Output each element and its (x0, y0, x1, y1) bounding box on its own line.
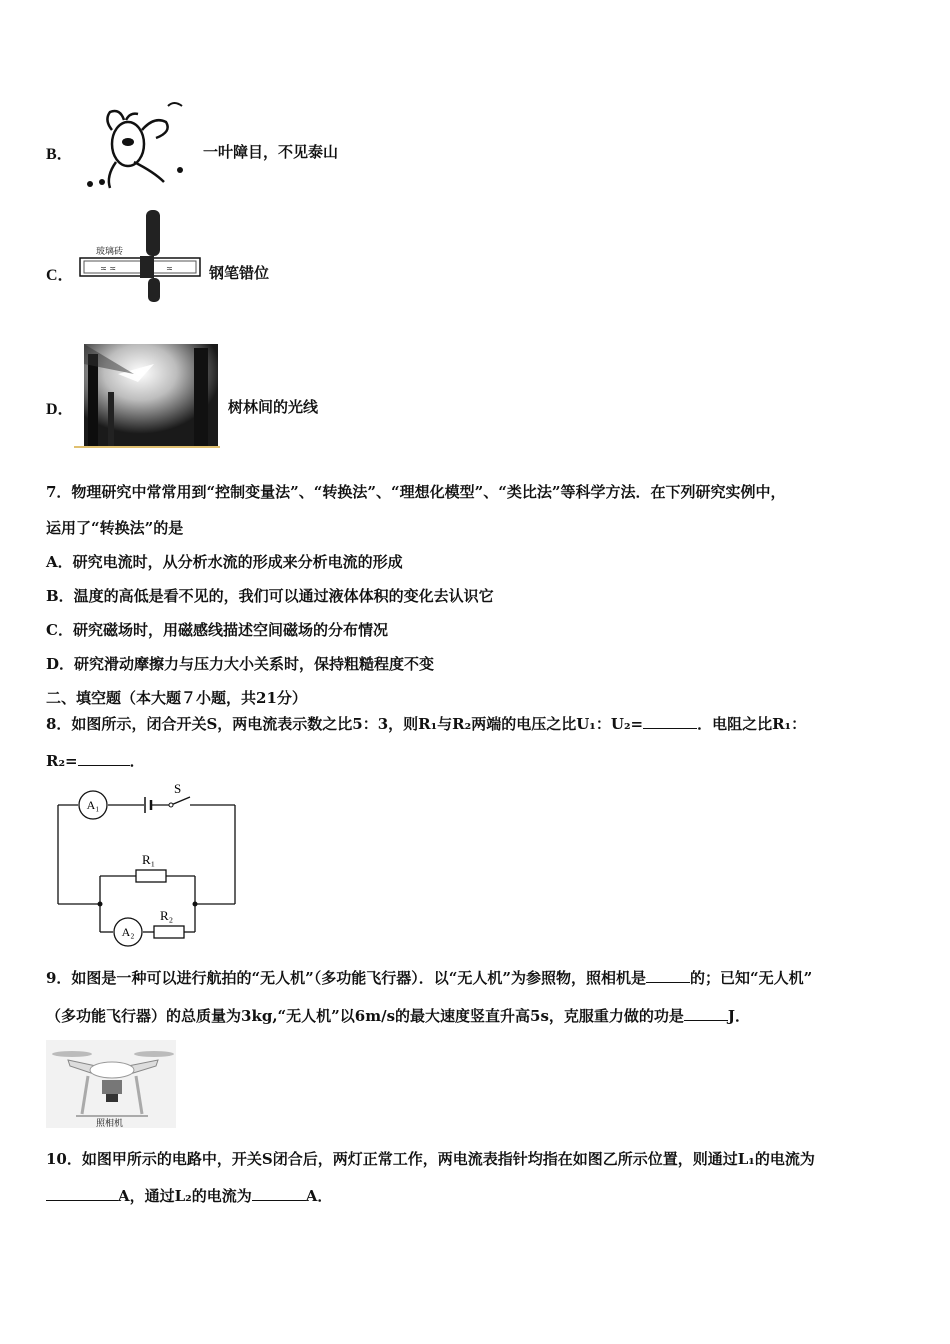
q9-stem-line1 (46, 967, 812, 988)
q8-text-b: ．电阻之比R₁： (697, 715, 807, 733)
q8-circuit-diagram (50, 778, 246, 948)
option-d-caption: 树林间的光线 (228, 398, 319, 416)
q7-option-b: B．温度的高低是看不见的，我们可以通过液体体积的变化去认识它 (46, 587, 494, 605)
q8-text-c: R₂= (46, 752, 78, 770)
option-c-caption: 钢笔错位 (209, 264, 270, 282)
q7-option-a: A．研究电流时，从分析水流的形成来分析电流的形成 (46, 553, 403, 571)
q8-stem-line1 (46, 713, 806, 734)
switch-s-label: S (174, 781, 182, 796)
q9-text-d: J． (727, 1007, 751, 1025)
ammeter-a2-label: A₂ (121, 925, 135, 939)
ammeter-a1-label: A₁ (86, 798, 100, 812)
q10-stem-line2 (46, 1185, 332, 1206)
forest-light-photo-icon (74, 344, 220, 450)
q9-text-a: 9．如图是一种可以进行航拍的“无人机”（多功能飞行器）．以“无人机”为参照物，照相机是 (46, 969, 646, 987)
leaf-eye-figure-icon (72, 100, 192, 192)
q9-blank-1[interactable] (646, 968, 690, 983)
option-b-letter: B． (46, 146, 73, 163)
q8-text-d: ． (129, 752, 145, 770)
q7-option-d: D．研究滑动摩擦力与压力大小关系时，保持粗糙程度不变 (46, 655, 435, 673)
q8-blank-2[interactable] (78, 751, 130, 766)
q7-stem-line2: 运用了“转换法”的是 (46, 519, 184, 537)
option-c-letter: C． (46, 267, 74, 284)
q7-option-c: C．研究磁场时，用磁感线描述空间磁场的分布情况 (46, 621, 388, 639)
glass-block-label: 玻璃砖 (96, 247, 124, 257)
q10-blank-1[interactable] (46, 1186, 118, 1201)
option-b-caption: 一叶障目，不见泰山 (203, 143, 339, 161)
q8-text-a: 8．如图所示，闭合开关S，两电流表示数之比5：3，则R₁与R₂两端的电压之比U₁：U₂= (46, 715, 644, 733)
q8-stem-line2 (46, 750, 145, 771)
q9-blank-2[interactable] (684, 1006, 728, 1021)
resistor-r1-label: R₁ (142, 852, 156, 867)
q10-stem-line1: 10．如图甲所示的电路中，开关S闭合后，两灯正常工作，两电流表指针均指在如图乙所示位置，则通过L₁的电流为 (46, 1150, 815, 1168)
drone-photo-icon (46, 1040, 176, 1128)
camera-label: 照相机 (96, 1119, 124, 1128)
glass-block-pen-icon (74, 208, 210, 306)
q10-text-b: A． (305, 1187, 333, 1205)
q7-stem-line1: 7．物理研究中常常用到“控制变量法”、“转换法”、“理想化模型”、“类比法”等科学方法．在下列研究实例中， (46, 483, 786, 501)
section2-heading: 二、填空题（本大题７小题，共21分） (46, 689, 307, 707)
svg-text:≍: ≍ (166, 264, 173, 273)
q9-text-b: 的；已知“无人机” (689, 969, 813, 987)
q10-text-a: A，通过L₂的电流为 (118, 1187, 252, 1205)
q9-text-c: （多功能飞行器）的总质量为3kg,“无人机”以6m/s的最大速度竖直升高5s，克服重力做的功是 (46, 1007, 684, 1025)
q10-blank-2[interactable] (252, 1186, 306, 1201)
q8-blank-1[interactable] (643, 714, 697, 729)
resistor-r2-label: R₂ (160, 908, 174, 923)
option-d-letter: D． (46, 401, 74, 418)
q9-stem-line2 (46, 1005, 750, 1026)
svg-text:≍ ≍: ≍ ≍ (100, 264, 116, 273)
